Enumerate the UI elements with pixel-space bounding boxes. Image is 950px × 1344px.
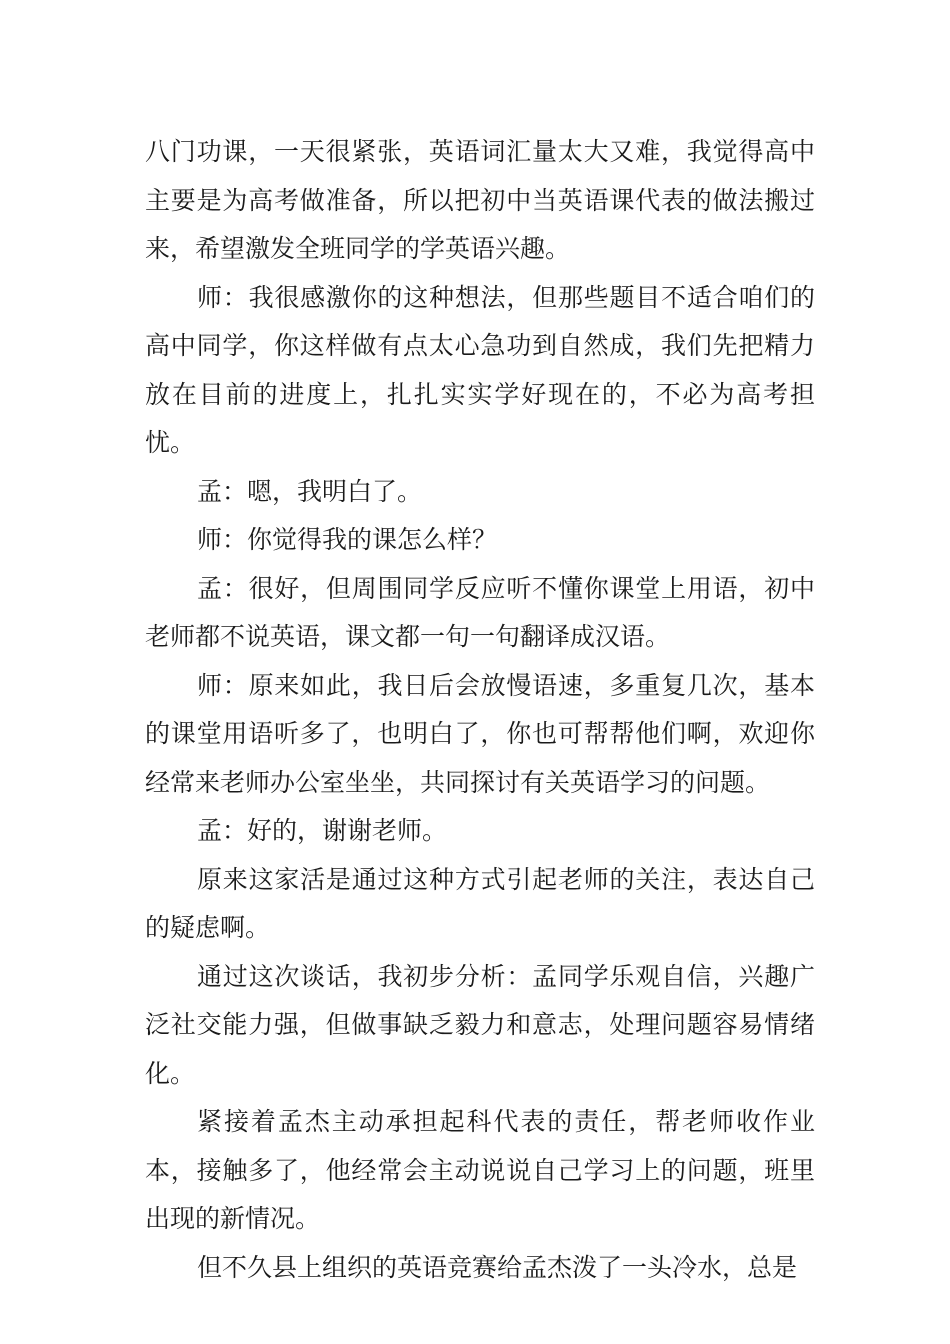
paragraph: 孟：嗯，我明白了。 [197,476,423,506]
paragraph: 但不久县上组织的英语竞赛给孟杰泼了一头冷水，总是 [197,1252,798,1282]
paragraph: 通过这次谈话，我初步分析：孟同学乐观自信，兴趣广泛社交能力强，但做事缺乏毅力和意志，处理问题容易情绪化。 [145,961,815,1088]
paragraph: 八门功课，一天很紧张，英语词汇量太大又难，我觉得高中主要是为高考做准备，所以把初中当英语课代表的做法搬过来，希望激发全班同学的学英语兴趣。 [145,137,815,263]
document-body [145,128,815,1292]
paragraph: 原来这家活是通过这种方式引起老师的关注，表达自己的疑虑啊。 [145,864,815,942]
paragraph: 紧接着孟杰主动承担起科代表的责任，帮老师收作业本，接触多了，他经常会主动说说自己学习上的问题，班里出现的新情况。 [145,1107,815,1233]
paragraph: 师：我很感激你的这种想法，但那些题目不适合咱们的高中同学，你这样做有点太心急功到自然成，我们先把精力放在目前的进度上，扎扎实实学好现在的，不必为高考担忧。 [145,282,815,457]
paragraph: 师：你觉得我的课怎么样？ [197,525,498,554]
paragraph: 师：原来如此，我日后会放慢语速，多重复几次，基本的课堂用语听多了，也明白了，你也可帮帮他们啊，欢迎你经常来老师办公室坐坐，共同探讨有关英语学习的问题。 [145,670,815,797]
paragraph: 孟：好的，谢谢老师。 [197,816,448,845]
paragraph: 孟：很好，但周围同学反应听不懂你课堂上用语，初中老师都不说英语，课文都一句一句翻译成汉语。 [145,573,815,651]
